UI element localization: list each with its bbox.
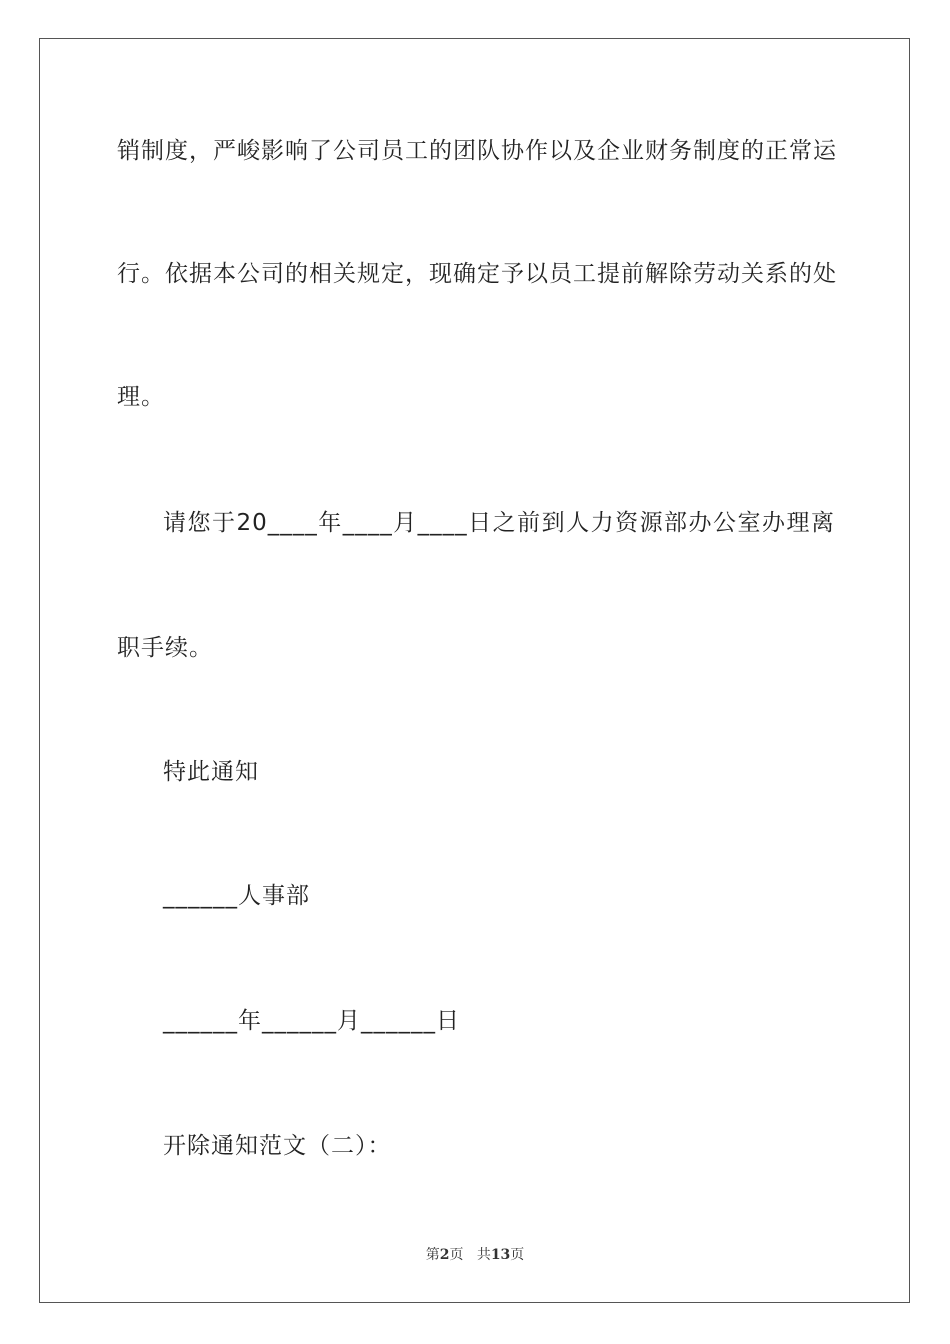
footer-total-prefix: 共 xyxy=(476,1247,491,1263)
body-line-3: 理。 xyxy=(117,384,165,410)
footer-total-pages: 13 xyxy=(490,1247,511,1263)
body-line-4: 请您于20____年____月____日之前到人力资源部办公室办理离 xyxy=(163,510,835,536)
signature-date: ______年______月______日 xyxy=(163,1008,460,1034)
closing-phrase: 特此通知 xyxy=(163,759,259,785)
signature-department: ______人事部 xyxy=(163,883,310,909)
page-footer xyxy=(0,1246,950,1264)
body-line-5: 职手续。 xyxy=(117,635,213,661)
footer-page-suffix: 页 xyxy=(449,1247,464,1263)
page-frame xyxy=(39,38,910,1303)
footer-total-suffix: 页 xyxy=(510,1247,525,1263)
footer-current-page: 2 xyxy=(439,1247,450,1263)
body-line-2: 行。依据本公司的相关规定，现确定予以员工提前解除劳动关系的处 xyxy=(117,261,837,287)
footer-page-prefix: 第 xyxy=(425,1247,440,1263)
body-line-1: 销制度，严峻影响了公司员工的团队协作以及企业财务制度的正常运 xyxy=(117,138,837,164)
section-heading: 开除通知范文（二）： xyxy=(163,1133,392,1159)
